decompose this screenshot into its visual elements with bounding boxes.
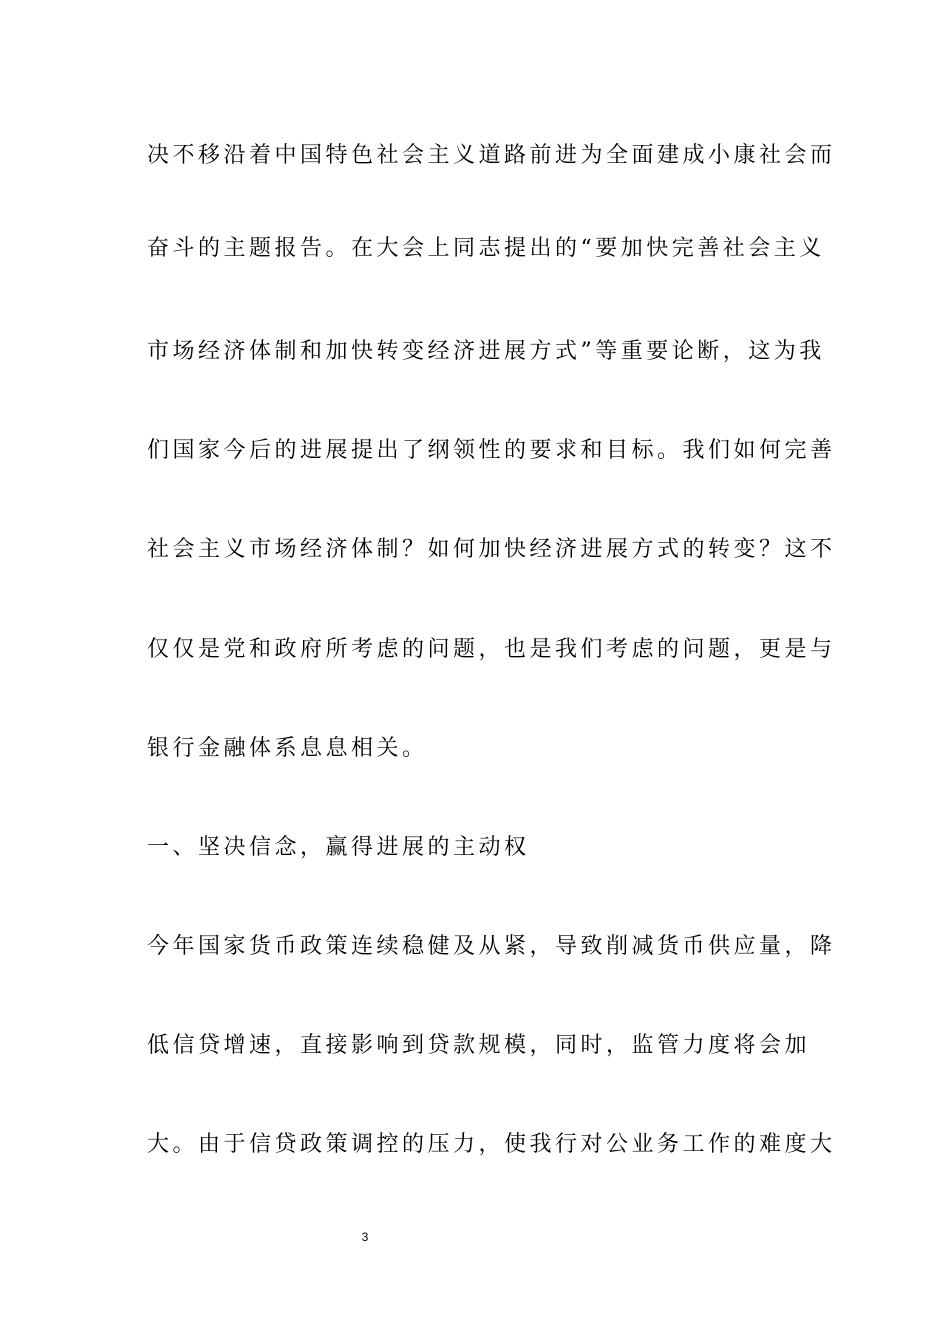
body-text-line-8: 今年国家货币政策连续稳健及从紧，导致削减货币供应量，降 (147, 934, 836, 959)
page-number: 3 (361, 1230, 369, 1244)
body-text-line-7: 银行金融体系息息相关。 (147, 736, 428, 761)
section-heading: 一、坚决信念，赢得进展的主动权 (147, 835, 530, 860)
body-text-line-9: 低信贷增速，直接影响到贷款规模，同时，监管力度将会加 (147, 1033, 811, 1058)
body-text-line-3: 市场经济体制和加快转变经济进展方式”等重要论断，这为我 (147, 339, 825, 364)
body-text-line-6: 仅仅是党和政府所考虑的问题，也是我们考虑的问题，更是与 (147, 637, 836, 662)
body-text-line-1: 决不移沿着中国特色社会主义道路前进为全面建成小康社会而 (147, 143, 836, 168)
body-text-line-5: 社会主义市场经济体制？如何加快经济进展方式的转变？这不 (147, 537, 836, 562)
body-text-line-2: 奋斗的主题报告。在大会上同志提出的“要加快完善社会主义 (147, 236, 825, 261)
body-text-line-10: 大。由于信贷政策调控的压力，使我行对公业务工作的难度大 (147, 1132, 836, 1157)
body-text-line-4: 们国家今后的进展提出了纲领性的要求和目标。我们如何完善 (147, 438, 836, 463)
